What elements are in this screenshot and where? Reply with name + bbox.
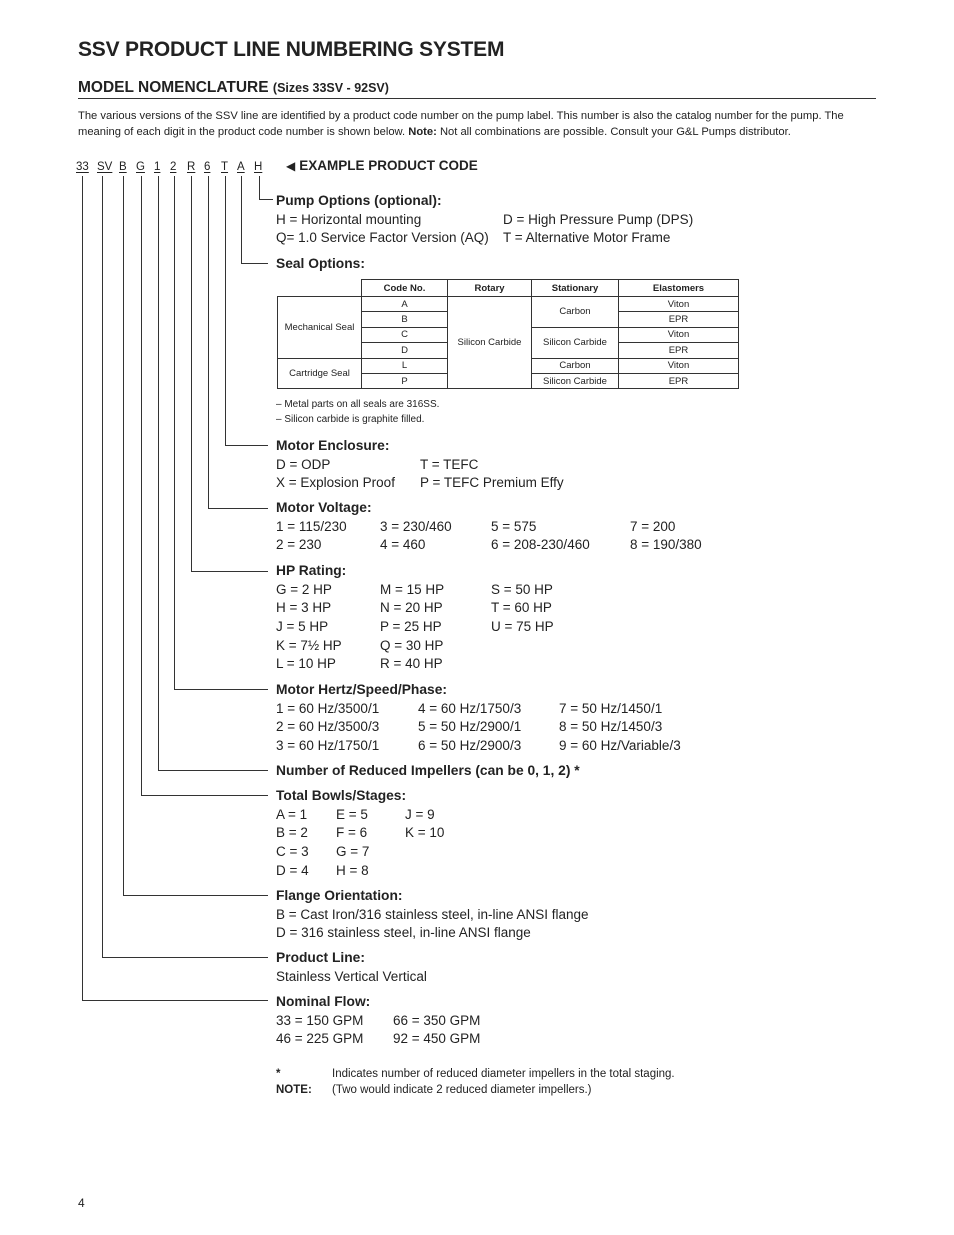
subtitle-main: MODEL NOMENCLATURE <box>78 79 269 96</box>
seal-code: L <box>362 358 448 373</box>
code-digit: H <box>254 161 263 173</box>
enclosure-item: P = TEFC Premium Effy <box>420 475 564 491</box>
motor-voltage-heading: Motor Voltage: <box>276 500 372 515</box>
seal-options-table <box>277 279 739 389</box>
flow-item: 33 = 150 GPM <box>276 1012 364 1028</box>
reduced-impellers-heading: Number of Reduced Impellers (can be 0, 1, 2) * <box>276 763 580 778</box>
table-header-corner <box>278 280 362 297</box>
table-header: Elastomers <box>619 280 739 297</box>
voltage-item: 3 = 230/460 <box>380 518 452 534</box>
hp-item: J = 5 HP <box>276 619 329 635</box>
connector-horizontal <box>174 689 268 690</box>
voltage-item: 5 = 575 <box>491 518 537 534</box>
seal-note: – Metal parts on all seals are 316SS. <box>276 399 440 410</box>
example-label-text: EXAMPLE PRODUCT CODE <box>299 158 478 173</box>
seal-stationary: Silicon Carbide <box>532 373 619 388</box>
header-rule <box>78 98 876 99</box>
seal-options-section <box>276 255 365 274</box>
nominal-flow-section <box>276 993 576 1049</box>
connector-vertical <box>158 176 159 771</box>
seal-stationary: Carbon <box>532 358 619 373</box>
connector-vertical <box>102 176 103 958</box>
footnote-label: * NOTE: <box>276 1068 312 1096</box>
connector-horizontal <box>82 1000 268 1001</box>
connector-horizontal <box>208 508 268 509</box>
footnote-line: (Two would indicate 2 reduced diameter impellers.) <box>332 1084 592 1096</box>
code-digit: 6 <box>204 161 211 173</box>
hertz-item: 4 = 60 Hz/1750/3 <box>418 700 522 716</box>
seal-note: – Silicon carbide is graphite filled. <box>276 414 425 425</box>
seal-code: B <box>362 312 448 327</box>
seal-elastomer: EPR <box>619 373 739 388</box>
seal-elastomer: Viton <box>619 327 739 342</box>
motor-voltage-section <box>276 499 796 555</box>
connector-horizontal <box>158 770 268 771</box>
connector-horizontal <box>191 571 268 572</box>
connector-vertical <box>259 176 260 200</box>
hertz-item: 9 = 60 Hz/Variable/3 <box>559 738 681 754</box>
bowls-item: K = 10 <box>405 825 445 841</box>
motor-enclosure-section <box>276 437 676 493</box>
intro-paragraph <box>78 108 878 140</box>
code-digit: 33 <box>76 161 89 173</box>
flow-item: 92 = 450 GPM <box>393 1031 481 1047</box>
flange-section <box>276 887 726 943</box>
table-header: Code No. <box>362 280 448 297</box>
voltage-item: 6 = 208-230/460 <box>491 537 590 553</box>
table-header: Stationary <box>532 280 619 297</box>
hp-item: T = 60 HP <box>491 600 552 616</box>
code-digit: 1 <box>154 161 161 173</box>
voltage-item: 4 = 460 <box>380 537 426 553</box>
enclosure-item: T = TEFC <box>420 456 479 472</box>
product-line-item: Stainless Vertical Vertical <box>276 968 427 984</box>
connector-vertical <box>141 176 142 796</box>
bowls-item: J = 9 <box>405 806 435 822</box>
flange-item: B = Cast Iron/316 stainless steel, in-line ANSI flange <box>276 906 589 922</box>
voltage-item: 2 = 230 <box>276 537 322 553</box>
product-line-section <box>276 949 576 986</box>
section-subtitle <box>78 79 389 97</box>
pump-option-item: Q= 1.0 Service Factor Version (AQ) <box>276 230 489 246</box>
hertz-item: 2 = 60 Hz/3500/3 <box>276 719 380 735</box>
seal-code: A <box>362 297 448 312</box>
footnote-line: Indicates number of reduced diameter impellers in the total staging. <box>332 1068 675 1080</box>
hertz-item: 7 = 50 Hz/1450/1 <box>559 700 663 716</box>
code-digit: SV <box>97 161 113 173</box>
connector-horizontal <box>241 263 268 264</box>
total-bowls-heading: Total Bowls/Stages: <box>276 788 407 803</box>
seal-options-heading: Seal Options: <box>276 256 365 271</box>
hp-item: L = 10 HP <box>276 656 336 672</box>
bowls-item: E = 5 <box>336 806 368 822</box>
enclosure-item: D = ODP <box>276 456 331 472</box>
code-digit: 2 <box>170 161 177 173</box>
bowls-item: D = 4 <box>276 862 309 878</box>
flange-heading: Flange Orientation: <box>276 888 403 903</box>
pump-options-section <box>276 192 776 248</box>
voltage-item: 7 = 200 <box>630 518 676 534</box>
seal-group-cartridge: Cartridge Seal <box>278 358 362 389</box>
motor-hertz-heading: Motor Hertz/Speed/Phase: <box>276 682 447 697</box>
seal-rotary: Silicon Carbide <box>448 297 532 389</box>
hp-item: M = 15 HP <box>380 581 445 597</box>
hp-item: N = 20 HP <box>380 600 443 616</box>
seal-elastomer: EPR <box>619 312 739 327</box>
hp-item: Q = 30 HP <box>380 637 444 653</box>
code-digit: T <box>221 161 229 173</box>
enclosure-item: X = Explosion Proof <box>276 475 395 491</box>
code-digit: R <box>187 161 196 173</box>
flange-item: D = 316 stainless steel, in-line ANSI flange <box>276 925 531 941</box>
connector-vertical <box>208 176 209 509</box>
seal-elastomer: Viton <box>619 297 739 312</box>
seal-code: C <box>362 327 448 342</box>
connector-horizontal <box>102 957 268 958</box>
seal-code: P <box>362 373 448 388</box>
bowls-item: H = 8 <box>336 862 369 878</box>
seal-code: D <box>362 343 448 358</box>
hp-item: G = 2 HP <box>276 581 332 597</box>
page-title: SSV PRODUCT LINE NUMBERING SYSTEM <box>78 38 505 61</box>
table-header-row <box>278 280 739 297</box>
flow-item: 66 = 350 GPM <box>393 1012 481 1028</box>
connector-vertical <box>82 176 83 1001</box>
seal-stationary: Silicon Carbide <box>532 327 619 358</box>
example-label <box>286 158 478 173</box>
hp-rating-section <box>276 562 676 674</box>
bowls-item: F = 6 <box>336 825 368 841</box>
bowls-item: G = 7 <box>336 844 370 860</box>
hertz-item: 1 = 60 Hz/3500/1 <box>276 700 380 716</box>
bowls-item: A = 1 <box>276 806 308 822</box>
code-digit: G <box>136 161 145 173</box>
seal-group-mechanical: Mechanical Seal <box>278 297 362 359</box>
pump-option-item: D = High Pressure Pump (DPS) <box>503 211 694 227</box>
hp-item: H = 3 HP <box>276 600 332 616</box>
hertz-item: 3 = 60 Hz/1750/1 <box>276 738 380 754</box>
connector-horizontal <box>123 895 268 896</box>
hertz-item: 6 = 50 Hz/2900/3 <box>418 738 522 754</box>
total-bowls-section <box>276 787 576 880</box>
seal-notes <box>276 397 439 427</box>
table-header: Rotary <box>448 280 532 297</box>
hp-item: S = 50 HP <box>491 581 553 597</box>
arrow-left-icon: ◀ <box>286 159 296 173</box>
connector-horizontal <box>259 199 273 200</box>
pump-option-item: T = Alternative Motor Frame <box>503 230 671 246</box>
pump-option-item: H = Horizontal mounting <box>276 211 422 227</box>
hp-item: P = 25 HP <box>380 619 442 635</box>
code-digit: A <box>237 161 245 173</box>
connector-vertical <box>174 176 175 690</box>
intro-note-text: Not all combinations are possible. Consult your G&L Pumps distributor. <box>439 126 791 138</box>
subtitle-sizes: (Sizes 33SV - 92SV) <box>272 81 389 95</box>
voltage-item: 1 = 115/230 <box>276 518 347 534</box>
connector-vertical <box>225 176 226 446</box>
connector-vertical <box>123 176 124 896</box>
nominal-flow-heading: Nominal Flow: <box>276 994 371 1009</box>
connector-vertical <box>241 176 242 264</box>
code-digit: B <box>119 161 127 173</box>
bowls-item: C = 3 <box>276 844 309 860</box>
hp-item: K = 7½ HP <box>276 637 342 653</box>
footnote-text <box>332 1066 752 1098</box>
hp-rating-heading: HP Rating: <box>276 563 347 578</box>
hertz-item: 5 = 50 Hz/2900/1 <box>418 719 522 735</box>
motor-hertz-section <box>276 681 756 756</box>
product-line-heading: Product Line: <box>276 950 365 965</box>
bowls-item: B = 2 <box>276 825 308 841</box>
voltage-item: 8 = 190/380 <box>630 537 702 553</box>
connector-horizontal <box>141 795 268 796</box>
connector-vertical <box>191 176 192 572</box>
connector-horizontal <box>225 445 268 446</box>
page-number: 4 <box>78 1196 85 1210</box>
seal-elastomer: Viton <box>619 358 739 373</box>
reduced-impellers-section <box>276 762 756 781</box>
flow-item: 46 = 225 GPM <box>276 1031 364 1047</box>
seal-stationary: Carbon <box>532 297 619 328</box>
pump-options-heading: Pump Options (optional): <box>276 193 442 208</box>
seal-elastomer: EPR <box>619 343 739 358</box>
hp-item: R = 40 HP <box>380 656 443 672</box>
intro-text: The various versions of the SSV line are identified by a product code number on the pump label. This number is also the catalog number for the pump. The meaning of each digit in the product code number is shown below. <box>78 110 844 138</box>
motor-enclosure-heading: Motor Enclosure: <box>276 438 390 453</box>
hertz-item: 8 = 50 Hz/1450/3 <box>559 719 663 735</box>
hp-item: U = 75 HP <box>491 619 554 635</box>
intro-note-label: Note: <box>408 126 437 138</box>
table-row <box>278 297 739 312</box>
